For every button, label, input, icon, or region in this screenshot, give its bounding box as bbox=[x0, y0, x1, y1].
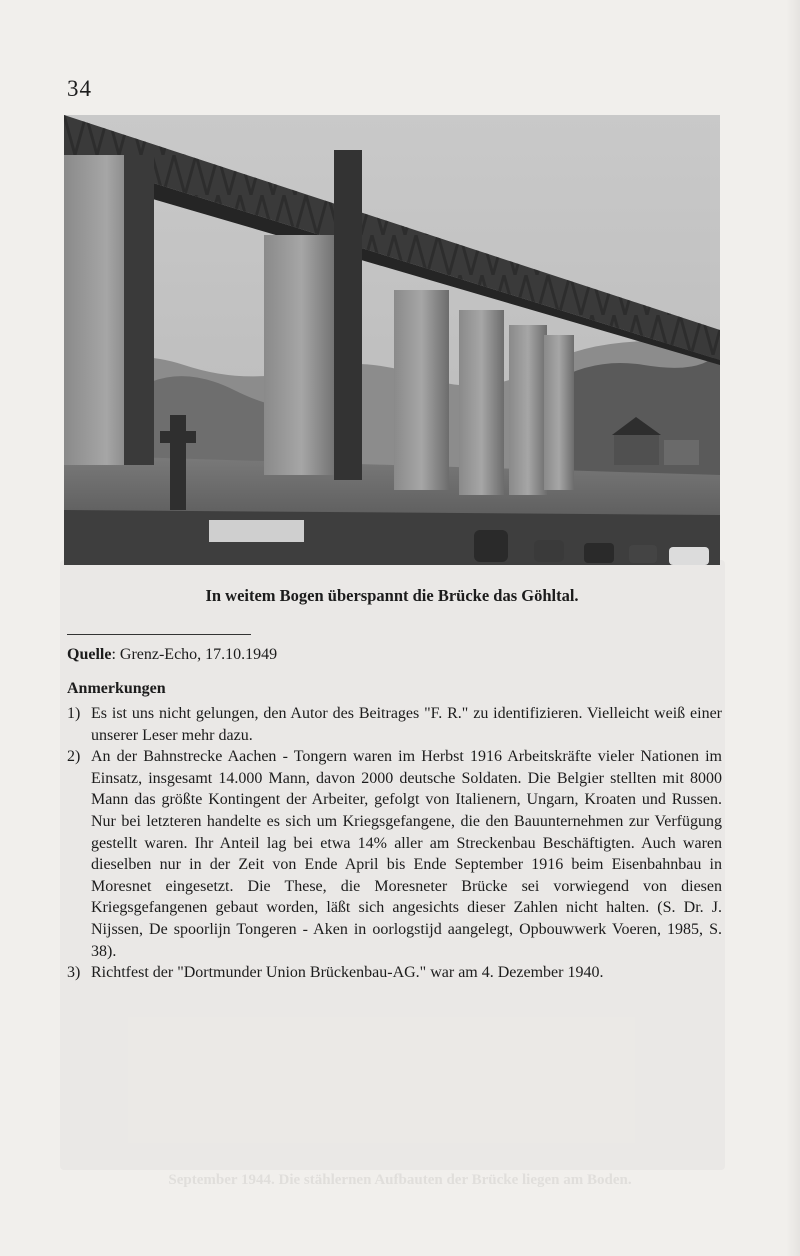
viaduct-illustration bbox=[64, 115, 720, 565]
note-item bbox=[67, 962, 722, 984]
source-label: Quelle bbox=[67, 646, 112, 663]
railway-viaduct-photo bbox=[64, 115, 720, 565]
note-number: 2) bbox=[67, 748, 81, 766]
notes-heading: Anmerkungen bbox=[67, 680, 166, 697]
note-text: Es ist uns nicht gelungen, den Autor des Beitrages "F. R." zu identifizieren. Vielleicht weiß einer unserer Leser mehr dazu. bbox=[91, 705, 722, 744]
note-item bbox=[67, 703, 722, 746]
note-text: Richtfest der "Dortmunder Union Brückenbau-AG." war am 4. Dezember 1940. bbox=[91, 964, 604, 982]
note-item bbox=[67, 746, 722, 962]
page-number: 34 bbox=[67, 76, 92, 101]
note-number: 1) bbox=[67, 705, 81, 722]
note-number: 3) bbox=[67, 964, 81, 982]
bleed-through-caption: September 1944. Die stählernen Aufbauten der Brücke liegen am Boden. bbox=[168, 1172, 632, 1188]
page-edge-shadow bbox=[786, 0, 800, 1256]
notes-list bbox=[67, 703, 722, 984]
source-line bbox=[67, 646, 277, 664]
note-text: An der Bahnstrecke Aachen - Tongern waren im Herbst 1916 Arbeitskräfte vieler Nationen im Einsatz, insgesamt 14.000 Mann, davon 2000 deutsche Soldaten. Die Belgier stellten mit 8000 Mann das größte Kontingent der Arbeiter, gefolgt von Italienern, Ungarn, Kroaten und Russen. Nur bei letzteren handelte es sich um Kriegsgefangene, die den Bauunternehmen zur Verfügung gestellt waren. Ihr Anteil lag bei etwa 14% aller am Streckenbau Beschäftigten. Auch waren dieselben nur in der Zeit von Ende April bis Ende September 1916 beim Eisenbahnbau in Moresnet eingesetzt. Die These, die Moresneter Brücke sei vorwiegend von diesen Kriegsgefangenen gebaut worden, läßt sich angesichts dieser Zahlen nicht halten. (S. Dr. J. Nijssen, De spoorlijn Tongeren - Aken in oorlogstijd aangelegt, Opbouwwerk Voeren, 1985, S. 38). bbox=[91, 748, 722, 960]
footnote-divider bbox=[67, 634, 251, 635]
photo-caption: In weitem Bogen überspannt die Brücke das Göhltal. bbox=[205, 586, 579, 605]
source-text: : Grenz-Echo, 17.10.1949 bbox=[111, 646, 278, 663]
